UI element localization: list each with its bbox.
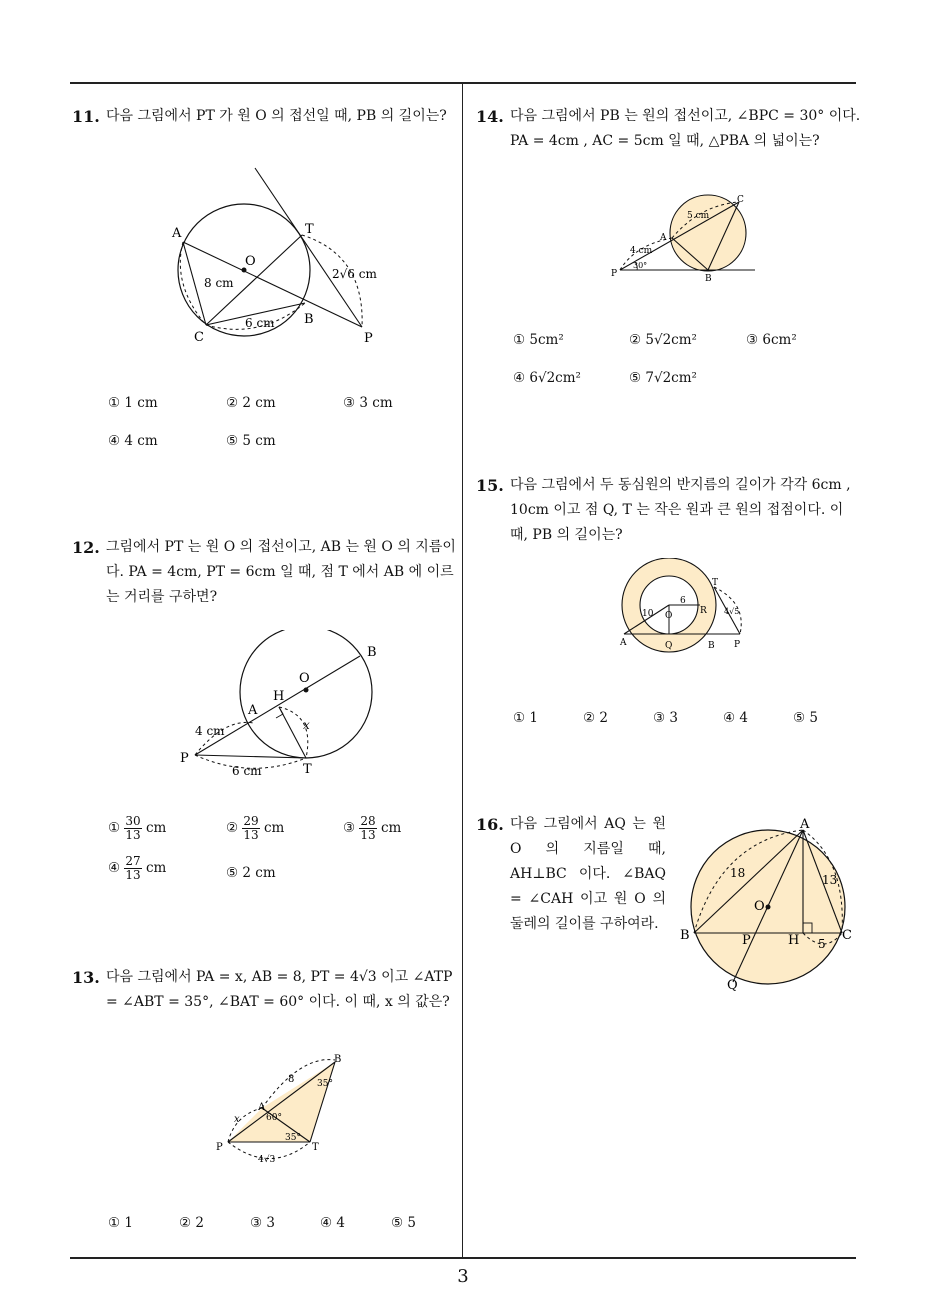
choice-4[interactable]: ④ $\frac{27}{13}$ cm xyxy=(108,854,167,882)
choices-q12 xyxy=(108,815,458,895)
label-x: x xyxy=(234,1114,240,1125)
choice-3[interactable]: ③ 3 xyxy=(653,710,678,726)
label-tp: 2√6 cm xyxy=(332,267,377,281)
label-a: A xyxy=(660,233,667,243)
choice-1[interactable]: ① 1 xyxy=(513,710,538,726)
label-p: P xyxy=(364,331,373,346)
choice-5[interactable]: ⑤ 5 xyxy=(391,1215,416,1231)
label-c: C xyxy=(842,928,852,943)
label-t35: 35° xyxy=(285,1133,301,1143)
choice-1[interactable]: ① $\frac{30}{13}$ cm xyxy=(108,814,167,842)
question-16 xyxy=(476,812,666,937)
figure-q13 xyxy=(210,1050,360,1165)
label-ang: 30° xyxy=(633,261,648,270)
question-14 xyxy=(476,104,861,154)
label-a: A xyxy=(248,703,258,718)
label-p: P xyxy=(216,1142,223,1153)
label-p: P xyxy=(734,640,741,650)
label-pa: 4 cm xyxy=(630,246,653,256)
question-13 xyxy=(72,965,457,1015)
figure-q14 xyxy=(605,190,765,290)
circle xyxy=(670,195,746,271)
choice-1[interactable]: ① 5cm² xyxy=(513,332,564,348)
question-number: 15. xyxy=(476,476,504,495)
question-11 xyxy=(72,104,457,129)
label-t: T xyxy=(312,1142,319,1153)
label-q: Q xyxy=(727,978,738,993)
label-ac: 5 cm xyxy=(687,211,710,221)
label-a60: 60° xyxy=(266,1113,282,1123)
choice-4[interactable]: ④ 4 cm xyxy=(108,433,158,449)
column-divider xyxy=(462,83,463,1257)
question-number: 12. xyxy=(72,538,100,557)
question-text: 그림에서 PT 는 원 O 의 접선이고, AB 는 원 O 의 지름이다. PA = 4cm, PT = 6cm 일 때, 점 T 에서 AB 에 이르는 거리를 구하면? xyxy=(106,539,456,605)
question-text: 다음 그림에서 AQ 는 원 O 의 지름일 때, AH⊥BC 이다. ∠BAQ = ∠CAH 이고 원 O 의 둘레의 길이를 구하여라. xyxy=(510,816,666,932)
label-tp: 4√5 xyxy=(724,607,740,616)
label-o: O xyxy=(665,611,673,621)
question-text: 다음 그림에서 PT 가 원 O 의 접선일 때, PB 의 길이는? xyxy=(106,108,447,124)
label-t: T xyxy=(303,762,312,777)
label-b: B xyxy=(334,1054,342,1065)
figure-q16 xyxy=(676,815,866,995)
label-p: P xyxy=(742,933,751,948)
label-ac: 13 xyxy=(822,873,838,887)
label-pt: 6 cm xyxy=(232,764,262,778)
question-text: 다음 그림에서 PA = x, AB = 8, PT = 4√3 이고 ∠ATP = ∠ABT = 35°, ∠BAT = 60° 이다. 이 때, x 의 값은? xyxy=(106,969,453,1010)
label-b: B xyxy=(708,641,715,651)
label-h: H xyxy=(273,689,285,704)
label-pt: 4√3 xyxy=(258,1155,276,1165)
label-b: B xyxy=(705,274,712,284)
label-ab: 18 xyxy=(730,866,746,880)
label-hc: 5 xyxy=(818,937,826,951)
top-rule xyxy=(70,82,856,84)
question-text: 다음 그림에서 두 동심원의 반지름의 길이가 각각 6cm , 10cm 이고 점 Q, T 는 작은 원과 큰 원의 접점이다. 이 때, PB 의 길이는? xyxy=(510,477,851,543)
label-a: A xyxy=(258,1102,266,1113)
label-r6: 6 xyxy=(680,596,686,606)
label-a: A xyxy=(172,226,182,241)
label-ab: 8 xyxy=(288,1074,295,1085)
label-o: O xyxy=(754,899,765,914)
question-number: 13. xyxy=(72,968,100,987)
choice-4[interactable]: ④ 4 xyxy=(320,1215,345,1231)
label-c: C xyxy=(194,330,204,345)
label-h: H xyxy=(788,933,800,948)
choice-2[interactable]: ② $\frac{29}{13}$ cm xyxy=(226,814,285,842)
choice-5[interactable]: ⑤ 7√2cm² xyxy=(629,370,697,386)
choice-2[interactable]: ② 2 xyxy=(179,1215,204,1231)
label-p: P xyxy=(180,751,189,766)
question-12 xyxy=(72,535,457,610)
choice-2[interactable]: ② 2 xyxy=(583,710,608,726)
figure-q12 xyxy=(175,630,405,790)
question-number: 14. xyxy=(476,107,504,126)
label-o: O xyxy=(245,254,256,269)
label-r: R xyxy=(700,606,707,616)
question-15 xyxy=(476,473,861,548)
choice-3[interactable]: ③ 3 xyxy=(250,1215,275,1231)
label-cb: 6 cm xyxy=(245,316,275,330)
choice-2[interactable]: ② 2 cm xyxy=(226,395,276,411)
label-r10: 10 xyxy=(642,609,654,619)
label-x: x xyxy=(303,718,310,732)
label-t: T xyxy=(305,222,314,237)
label-ac: 8 cm xyxy=(204,276,234,290)
label-a: A xyxy=(620,638,627,648)
tangent-line xyxy=(255,168,362,327)
choice-3[interactable]: ③ $\frac{28}{13}$ cm xyxy=(343,814,402,842)
label-o: O xyxy=(299,671,310,686)
label-b35: 35° xyxy=(317,1079,333,1089)
choice-1[interactable]: ① 1 cm xyxy=(108,395,158,411)
figure-q15 xyxy=(612,558,762,658)
page-number: 3 xyxy=(457,1266,469,1287)
bottom-rule xyxy=(70,1257,856,1259)
label-t: T xyxy=(712,578,719,588)
choice-4[interactable]: ④ 4 xyxy=(723,710,748,726)
choice-2[interactable]: ② 5√2cm² xyxy=(629,332,697,348)
choice-5[interactable]: ⑤ 5 xyxy=(793,710,818,726)
question-number: 16. xyxy=(476,815,504,834)
question-number: 11. xyxy=(72,107,100,126)
label-a: A xyxy=(800,817,810,832)
label-b: B xyxy=(367,645,377,660)
circle-o xyxy=(240,630,372,758)
question-text: 다음 그림에서 PB 는 원의 접선이고, ∠BPC = 30° 이다. PA = 4cm , AC = 5cm 일 때, △PBA 의 넓이는? xyxy=(510,108,861,149)
label-b: B xyxy=(304,312,314,327)
label-pa: 4 cm xyxy=(195,724,225,738)
choice-3[interactable]: ③ 6cm² xyxy=(746,332,797,348)
label-c: C xyxy=(737,195,744,205)
choice-5[interactable]: ⑤ 5 cm xyxy=(226,433,276,449)
choice-5[interactable]: ⑤ 2 cm xyxy=(226,865,276,881)
choice-3[interactable]: ③ 3 cm xyxy=(343,395,393,411)
label-p: P xyxy=(611,269,618,279)
label-q: Q xyxy=(665,641,673,651)
label-b: B xyxy=(680,928,690,943)
choice-4[interactable]: ④ 6√2cm² xyxy=(513,370,581,386)
choice-1[interactable]: ① 1 xyxy=(108,1215,133,1231)
figure-q11 xyxy=(150,165,410,355)
